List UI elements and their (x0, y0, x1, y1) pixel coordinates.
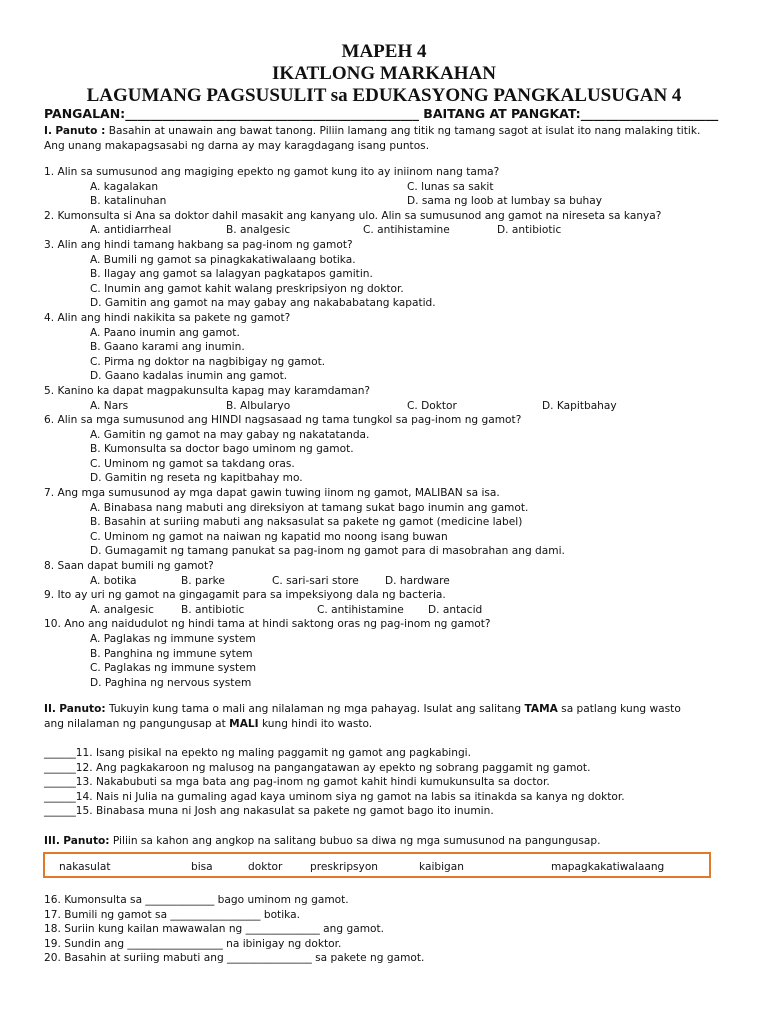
fill-blank-item: 20. Basahin at suriing mabuti ang ________________ sa pakete ng gamot. (44, 952, 425, 965)
option-c: C. Inumin ang gamot kahit walang preskripsiyon ng doktor. (90, 282, 404, 295)
fill-blank-item: 19. Sundin ang __________________ na ibinigay ng doktor. (44, 937, 342, 950)
option-d: D. Gamitin ang gamot na may gabay ang nakababatang kapatid. (90, 297, 436, 310)
word-choice: mapagkakatiwalaang (551, 861, 665, 873)
part1-instruction-line1: Basahin at unawain ang bawat tanong. Piliin lamang ang titik ng tamang sagot at isulat ito nang malaking titik. (108, 125, 701, 137)
true-false-item: ______14. Nais ni Julia na gumaling agad kaya uminom siya ng gamot na labis sa itinakda sa kanya ng doktor. (44, 790, 625, 803)
true-false-item: ______12. Ang pagkakaroon ng malusog na pangangatawan ay epekto ng sobrang paggamit ng gamot. (44, 761, 591, 774)
options-row (44, 194, 734, 209)
part3-roman: III. (44, 835, 60, 847)
option-c: C. Pirma ng doktor na nagbibigay ng gamot. (90, 355, 326, 368)
part3-instruction: Piliin sa kahon ang angkop na salitang bubuo sa diwa ng mga sumusunod na pangungusap. (112, 835, 601, 847)
part1-roman: I. (44, 125, 52, 137)
word-box (43, 852, 711, 878)
word-choice: preskripsyon (310, 861, 379, 873)
question-text: 5. Kanino ka dapat magpakunsulta kapag may karamdaman? (44, 384, 371, 397)
part2-instruction-c: ang nilalaman ng pangungusap at (44, 718, 230, 730)
option-a: A. Paglakas ng immune system (90, 633, 256, 645)
option-a: A. Nars (90, 399, 129, 412)
option-b: B. Albularyo (226, 399, 291, 412)
part2-label: Panuto: (59, 703, 106, 715)
options-row (44, 574, 734, 589)
word-choice: bisa (191, 861, 213, 873)
fill-blank-item: 18. Suriin kung kailan mawawalan ng ______________ ang gamot. (44, 923, 385, 936)
option-c: C. sari-sari store (272, 574, 359, 587)
option-c: C. Paglakas ng immune system (90, 662, 257, 675)
part2-instruction-a: Tukuyin kung tama o mali ang nilalaman ng mga pahayag. Isulat ang salitang (108, 703, 525, 715)
question-text: 2. Kumonsulta si Ana sa doktor dahil masakit ang kanyang ulo. Alin sa sumusunod ang gamot na nireseta sa kanya? (44, 209, 662, 222)
option-c: C. lunas sa sakit (407, 180, 494, 193)
grade-label: BAITANG AT PANGKAT: (423, 106, 581, 121)
option-a: A. Binabasa nang mabuti ang direksiyon at tamang sukat bago inumin ang gamot. (90, 501, 529, 514)
option-d: D. sama ng loob at lumbay sa buhay (407, 195, 603, 208)
fill-blank-item: 17. Bumili ng gamot sa _________________ botika. (44, 908, 300, 921)
option-a: A. analgesic (90, 603, 154, 616)
option-c: C. antihistamine (363, 224, 450, 237)
option-d: D. Kapitbahay (542, 399, 617, 412)
option-b: B. Basahin at suriing mabuti ang naksasulat sa pakete ng gamot (medicine label) (90, 516, 523, 529)
subject-title: MAPEH 4 (341, 41, 427, 62)
word-choice: doktor (248, 861, 283, 873)
question-text: 8. Saan dapat bumili ng gamot? (44, 560, 214, 573)
option-a: A. botika (90, 574, 137, 587)
word-choice: kaibigan (419, 861, 464, 873)
option-a: A. kagalakan (90, 180, 159, 193)
option-d: D. Paghina ng nervous system (90, 676, 252, 689)
question-text: 6. Alin sa mga sumusunod ang HINDI nagsasaad ng tama tungkol sa pag-inom ng gamot? (44, 414, 522, 427)
option-d: D. antibiotic (497, 224, 562, 237)
quarter-title: IKATLONG MARKAHAN (272, 63, 496, 84)
option-d: D. hardware (385, 574, 450, 587)
part3-instructions (44, 834, 734, 849)
option-b: B. katalinuhan (90, 195, 167, 208)
option-b: B. Gaano karami ang inumin. (90, 341, 245, 354)
name-blank: _______________________________________________ (125, 106, 419, 121)
part2-instructions (44, 702, 734, 732)
option-b: B. Kumonsulta sa doctor bago uminom ng gamot. (90, 443, 354, 456)
option-c: C. Doktor (407, 399, 457, 412)
true-false-item: ______13. Nakabubuti sa mga bata ang pag-inom ng gamot kahit hindi kumukunsulta sa doctor. (44, 776, 550, 789)
question-text: 4. Alin ang hindi nakikita sa pakete ng gamot? (44, 311, 291, 324)
exam-title: LAGUMANG PAGSUSULIT sa EDUKASYONG PANGKALUSUGAN 4 (86, 85, 682, 106)
part3-label: Panuto: (63, 835, 110, 847)
option-b: B. antibiotic (181, 603, 245, 616)
option-c: C. antihistamine (317, 603, 404, 616)
option-d: D. antacid (428, 603, 483, 616)
option-a: A. antidiarrheal (90, 224, 172, 237)
option-d: D. Gumagamit ng tamang panukat sa pag-inom ng gamot para di masobrahan ang dami. (90, 545, 565, 558)
options-row (44, 603, 734, 618)
part1-label: Panuto : (55, 125, 106, 137)
part3-items (44, 893, 734, 966)
name-grade-row (44, 106, 718, 121)
option-b: B. Ilagay ang gamot sa lalagyan pagkatapos gamitin. (90, 268, 373, 281)
part2-roman: II. (44, 703, 56, 715)
question-text: 10. Ano ang naidudulot ng hindi tama at hindi saktong oras ng pag-inom ng gamot? (44, 618, 491, 631)
option-d: D. Gamitin ng reseta ng kapitbahay mo. (90, 472, 303, 485)
option-d: D. Gaano kadalas inumin ang gamot. (90, 370, 288, 383)
option-b: B. parke (181, 574, 225, 587)
tama-word: TAMA (524, 703, 558, 715)
option-a: A. Paano inumin ang gamot. (90, 326, 240, 339)
question-text: 9. Ito ay uri ng gamot na gingagamit para sa impeksiyong dala ng bacteria. (44, 589, 446, 602)
option-a: A. Gamitin ng gamot na may gabay ng nakatatanda. (90, 428, 370, 441)
true-false-item: ______15. Binabasa muna ni Josh ang nakasulat sa pakete ng gamot bago ito inumin. (44, 805, 494, 818)
options-row (44, 223, 734, 238)
part1-instruction-line2: Ang unang makapagsasabi ng darna ay may karagdagang isang puntos. (44, 140, 430, 152)
options-row (44, 399, 734, 414)
part2-instruction-b: sa patlang kung wasto (557, 703, 681, 715)
part2-items (44, 746, 734, 819)
part2-instruction-d: kung hindi ito wasto. (258, 718, 373, 730)
question-text: 1. Alin sa sumusunod ang magiging epekto ng gamot kung ito ay iniinom nang tama? (44, 166, 500, 178)
options-row (44, 180, 734, 195)
fill-blank-item: 16. Kumonsulta sa _____________ bago uminom ng gamot. (44, 894, 349, 906)
part1-questions (44, 165, 734, 690)
option-a: A. Bumili ng gamot sa pinagkakatiwalaang botika. (90, 253, 356, 266)
option-c: C. Uminom ng gamot na naiwan ng kapatid mo noong isang buwan (90, 530, 448, 543)
name-label: PANGALAN: (44, 106, 126, 121)
part1-instructions (44, 124, 734, 154)
question-text: 3. Alin ang hindi tamang hakbang sa pag-inom ng gamot? (44, 238, 353, 251)
grade-blank: ______________________ (580, 106, 719, 121)
option-b: B. Panghina ng immune sytem (90, 647, 253, 660)
word-choice: nakasulat (59, 861, 111, 873)
question-text: 7. Ang mga sumusunod ay mga dapat gawin tuwing iinom ng gamot, MALIBAN sa isa. (44, 487, 500, 500)
mali-word: MALI (229, 718, 259, 730)
option-b: B. analgesic (226, 224, 291, 237)
true-false-item: ______11. Isang pisikal na epekto ng maling paggamit ng gamot ang pagkabingi. (44, 747, 471, 759)
option-c: C. Uminom ng gamot sa takdang oras. (90, 457, 295, 470)
